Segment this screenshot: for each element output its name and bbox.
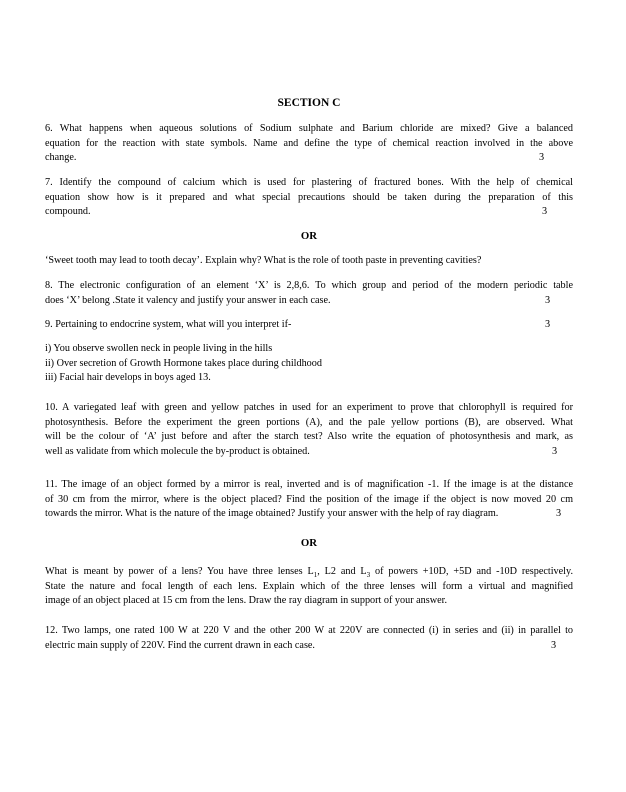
question-11-line-3-text: towards the mirror. What is the nature of the image obtained? Justify your answer with the help of ray diagram. [45,508,499,520]
question-7-line-2: equation show how is it prepared and what special precautions should be taken during the preparation of this [45,191,573,203]
question-11-alt-line-1-c: of powers +10D, +5D and -10D respectively. [370,566,573,577]
question-12-line-2 [45,639,573,654]
question-10-line-3: will be the colour of ‘A’ just before and after the starch test? Also write the equation of photosynthesis and mark, as [45,431,573,443]
question-11 [45,478,573,522]
question-11-alt-line-2: State the nature and focal length of each lens. Explain which of the three lenses will form a virtual and magnified [45,580,573,592]
question-6-line-3 [45,151,573,166]
question-7-line-3-text: compound. [45,206,91,218]
question-12-line-2-text: electric main supply of 220V. Find the current drawn in each case. [45,639,315,651]
question-10-line-1: 10. A variegated leaf with green and yellow patches in used for an experiment to prove that chlorophyll is required for [45,402,573,413]
question-10-line-2: photosynthesis. Before the experiment the green portions (A), and the pale yellow portions (B), are observed. What [45,416,573,428]
question-8 [45,279,573,308]
question-7-line-1: 7. Identify the compound of calcium which is used for plastering of fractured bones. With the help of chemical [45,177,573,188]
question-9-line-1-text: 9. Pertaining to endocrine system, what will you interpret if- [45,319,292,330]
question-11-alt-line-3: image of an object placed at 15 cm from the lens. Draw the ray diagram in support of your answer. [45,595,447,607]
question-11-alt-line-1-b: , L2 and L [317,566,367,577]
question-6-line-1: 6. What happens when aqueous solutions of Sodium sulphate and Barium chloride are mixed? Give a balanced [45,123,573,134]
question-9-marks: 3 [545,319,551,330]
question-10-line-4 [45,445,573,460]
question-11-line-1: 11. The image of an object formed by a mirror is real, inverted and is of magnification -1. If the image is at the distance [45,479,573,490]
question-11-line-3 [45,507,573,522]
question-7-alt-line-1: ‘Sweet tooth may lead to tooth decay’. Explain why? What is the role of tooth paste in preventing cavities? [45,255,482,266]
section-title: SECTION C [277,97,341,109]
lens-subscript-1: 1 [313,571,318,580]
question-9-item-3: iii) Facial hair develops in boys aged 13. [45,372,211,384]
question-9-item-2: ii) Over secretion of Growth Hormone takes place during childhood [45,357,322,369]
question-11-alt-line-1 [45,565,573,580]
question-6-line-2: equation for the reaction with state symbols. Name and define the type of chemical reaction involved in the above [45,137,573,149]
question-9 [45,318,573,333]
question-12 [45,624,573,653]
question-8-line-1: 8. The electronic configuration of an element ‘X’ is 2,8,6. To which group and period of the modern periodic table [45,280,573,291]
question-8-marks: 3 [545,294,551,306]
question-11-alternative [45,565,573,609]
question-10-marks: 3 [552,445,558,457]
question-10-line-4-text: well as validate from which molecule the by-product is obtained. [45,445,310,457]
question-9-items [45,342,573,386]
question-6-marks: 3 [539,152,545,164]
question-11-line-2: of 30 cm from the mirror, where is the object placed? Find the position of the image if the object is now moved 20 cm [45,493,573,505]
question-8-line-2-text: does ‘X’ belong .State it valency and justify your answer in each case. [45,294,331,306]
or-divider-2: OR [300,537,318,549]
question-7 [45,176,573,220]
question-7-line-3 [45,205,573,220]
lens-subscript-3: 3 [366,571,371,580]
question-10 [45,401,573,459]
question-12-marks: 3 [551,639,557,651]
question-8-line-2 [45,294,573,309]
question-7-marks: 3 [542,206,548,218]
question-9-line-1 [45,318,573,333]
question-11-marks: 3 [556,508,562,520]
question-12-line-1: 12. Two lamps, one rated 100 W at 220 V and the other 200 W at 220V are connected (i) in series and (ii) in parallel to [45,625,573,636]
question-6 [45,122,573,166]
question-7-alternative [45,254,573,269]
question-6-line-3-text: change. [45,152,77,164]
question-11-alt-line-1-a: What is meant by power of a lens? You have three lenses L [45,566,314,577]
question-9-item-1: i) You observe swollen neck in people living in the hills [45,343,273,354]
or-divider-1: OR [300,230,318,242]
